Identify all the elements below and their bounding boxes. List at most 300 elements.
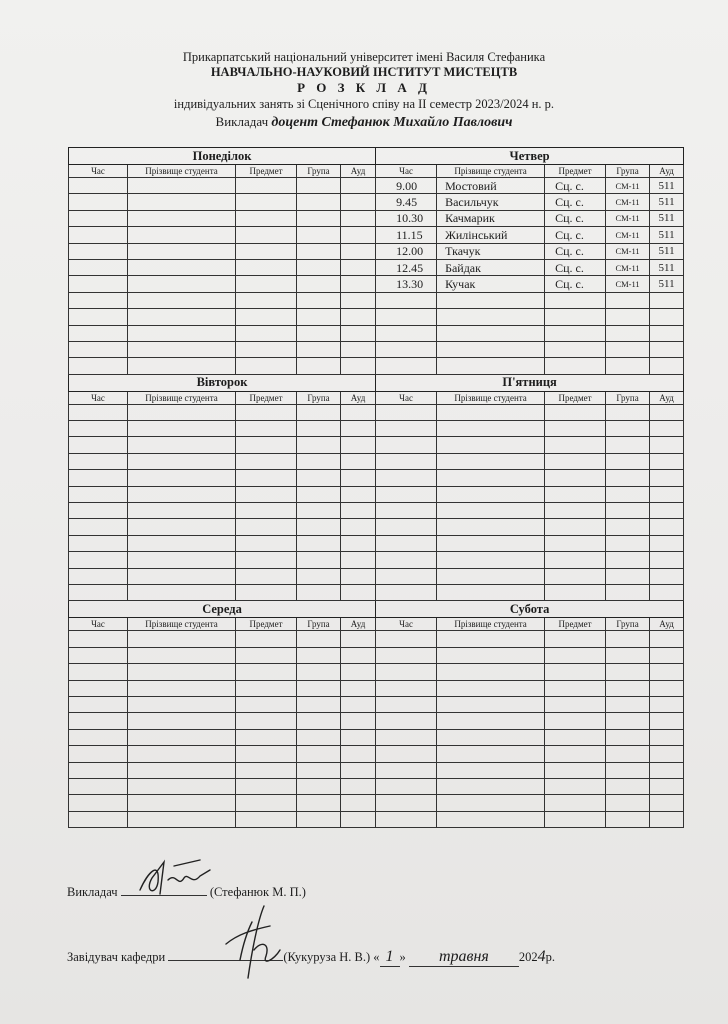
cell-time — [69, 358, 128, 374]
cell-room — [341, 421, 376, 437]
cell-group — [297, 631, 341, 647]
cell-student: Ткачук — [437, 243, 545, 259]
cell-room — [650, 292, 684, 308]
cell-student: Жилінський — [437, 227, 545, 243]
cell-subject: Сц. с. — [545, 178, 606, 194]
cell-group — [606, 437, 650, 453]
cell-time — [69, 309, 128, 325]
cell-time — [376, 552, 437, 568]
cell-room: 511 — [650, 243, 684, 259]
cell-student — [128, 746, 236, 762]
cell-room: 511 — [650, 210, 684, 226]
cell-room — [341, 341, 376, 357]
cell-subject — [236, 486, 297, 502]
cell-subject: Сц. с. — [545, 276, 606, 292]
cell-time — [69, 453, 128, 469]
cell-subject — [545, 584, 606, 600]
cell-student — [437, 584, 545, 600]
cell-room — [341, 194, 376, 210]
cell-room — [650, 811, 684, 827]
cell-subject — [545, 664, 606, 680]
date-year-digit: 4 — [537, 948, 546, 965]
table-row — [69, 811, 684, 827]
cell-room — [341, 795, 376, 811]
cell-student — [128, 680, 236, 696]
cell-group — [606, 309, 650, 325]
cell-room — [650, 535, 684, 551]
cell-time — [376, 811, 437, 827]
cell-student — [437, 568, 545, 584]
table-row — [69, 358, 684, 374]
cell-group — [297, 680, 341, 696]
cell-group — [297, 210, 341, 226]
cell-time — [69, 243, 128, 259]
cell-subject — [236, 404, 297, 420]
cell-student — [437, 519, 545, 535]
cell-student — [128, 568, 236, 584]
cell-subject — [236, 358, 297, 374]
cell-group — [297, 795, 341, 811]
cell-room: 511 — [650, 178, 684, 194]
cell-student — [128, 227, 236, 243]
cell-time — [376, 568, 437, 584]
cell-subject — [545, 404, 606, 420]
column-header: Час — [69, 391, 128, 404]
cell-student — [128, 309, 236, 325]
cell-time — [69, 664, 128, 680]
column-header: Предмет — [545, 618, 606, 631]
cell-time: 12.00 — [376, 243, 437, 259]
cell-group — [297, 309, 341, 325]
cell-subject — [236, 453, 297, 469]
cell-subject — [545, 535, 606, 551]
cell-student — [437, 713, 545, 729]
cell-room — [650, 746, 684, 762]
cell-time — [69, 210, 128, 226]
cell-room: 511 — [650, 227, 684, 243]
signature-head-label: Завідувач кафедри — [67, 950, 166, 964]
column-header: Прізвище студента — [437, 391, 545, 404]
cell-time — [69, 631, 128, 647]
cell-time — [376, 470, 437, 486]
cell-subject: Сц. с. — [545, 243, 606, 259]
cell-group — [297, 486, 341, 502]
cell-time — [69, 795, 128, 811]
column-header: Час — [376, 391, 437, 404]
cell-subject — [545, 568, 606, 584]
signature-teacher-name: (Стефанюк М. П.) — [209, 885, 306, 899]
cell-room — [341, 519, 376, 535]
cell-time — [69, 503, 128, 519]
cell-time — [376, 680, 437, 696]
cell-group — [297, 664, 341, 680]
cell-time — [69, 470, 128, 486]
table-row — [69, 631, 684, 647]
cell-student — [128, 729, 236, 745]
column-header: Прізвище студента — [437, 618, 545, 631]
cell-group — [606, 486, 650, 502]
cell-student — [128, 421, 236, 437]
cell-subject — [545, 486, 606, 502]
date-month: травня — [409, 948, 519, 967]
cell-group — [297, 292, 341, 308]
cell-room — [341, 696, 376, 712]
cell-time: 11.15 — [376, 227, 437, 243]
cell-subject — [545, 470, 606, 486]
cell-student — [128, 519, 236, 535]
column-header: Група — [297, 165, 341, 178]
table-row — [69, 243, 684, 259]
cell-group — [297, 584, 341, 600]
cell-time — [69, 421, 128, 437]
date-suffix: р. — [545, 950, 556, 964]
cell-student — [437, 358, 545, 374]
cell-room — [650, 453, 684, 469]
cell-subject: Сц. с. — [545, 227, 606, 243]
cell-time — [376, 341, 437, 357]
cell-student — [437, 486, 545, 502]
cell-group — [606, 762, 650, 778]
cell-student — [128, 437, 236, 453]
cell-room — [341, 178, 376, 194]
cell-time — [376, 746, 437, 762]
column-header: Група — [606, 165, 650, 178]
cell-student — [128, 778, 236, 794]
column-header: Час — [376, 618, 437, 631]
column-header: Предмет — [236, 618, 297, 631]
cell-room — [341, 746, 376, 762]
cell-time — [376, 358, 437, 374]
table-row — [69, 227, 684, 243]
cell-subject — [545, 552, 606, 568]
cell-time — [376, 421, 437, 437]
cell-group — [606, 421, 650, 437]
cell-room — [341, 292, 376, 308]
table-row — [69, 746, 684, 762]
table-row — [69, 437, 684, 453]
cell-room — [341, 309, 376, 325]
cell-room — [650, 647, 684, 663]
cell-room — [341, 227, 376, 243]
cell-room — [650, 568, 684, 584]
cell-subject — [545, 292, 606, 308]
cell-subject — [236, 713, 297, 729]
cell-room — [341, 259, 376, 275]
table-row — [69, 680, 684, 696]
cell-subject — [236, 647, 297, 663]
cell-room — [341, 358, 376, 374]
cell-time — [376, 631, 437, 647]
cell-subject — [236, 680, 297, 696]
cell-subject — [236, 292, 297, 308]
cell-subject — [236, 552, 297, 568]
cell-group — [297, 811, 341, 827]
cell-subject — [545, 437, 606, 453]
cell-student — [437, 680, 545, 696]
cell-time — [69, 341, 128, 357]
cell-subject — [545, 696, 606, 712]
cell-room — [341, 680, 376, 696]
teacher-name: доцент Стефанюк Михайло Павлович — [271, 115, 513, 130]
table-row — [69, 486, 684, 502]
cell-group — [297, 358, 341, 374]
cell-group — [606, 568, 650, 584]
cell-time — [376, 795, 437, 811]
cell-group — [606, 631, 650, 647]
cell-student: Кучак — [437, 276, 545, 292]
cell-time — [376, 292, 437, 308]
cell-time — [376, 778, 437, 794]
date-day: 1 — [380, 948, 400, 967]
cell-subject — [545, 503, 606, 519]
cell-subject — [236, 519, 297, 535]
teacher-signature-image — [130, 852, 220, 902]
cell-room — [650, 631, 684, 647]
cell-subject — [545, 358, 606, 374]
cell-student — [437, 470, 545, 486]
table-row — [69, 178, 684, 194]
cell-student — [128, 453, 236, 469]
cell-time — [376, 325, 437, 341]
cell-group: СМ-11 — [606, 243, 650, 259]
cell-group — [297, 325, 341, 341]
table-row — [69, 276, 684, 292]
cell-time — [69, 647, 128, 663]
cell-group — [297, 713, 341, 729]
table-row — [69, 762, 684, 778]
cell-time — [69, 746, 128, 762]
cell-group: СМ-11 — [606, 178, 650, 194]
cell-time — [69, 811, 128, 827]
cell-room — [341, 210, 376, 226]
cell-subject — [545, 680, 606, 696]
cell-time — [69, 680, 128, 696]
cell-student — [437, 811, 545, 827]
cell-room — [341, 664, 376, 680]
cell-subject — [236, 178, 297, 194]
cell-subject — [236, 194, 297, 210]
column-header: Час — [69, 618, 128, 631]
document-subtitle: індивідуальних занять зі Сценічного співу на ІІ семестр 2023/2024 н. р. — [173, 97, 555, 111]
cell-room — [341, 503, 376, 519]
cell-group — [297, 194, 341, 210]
cell-time — [376, 309, 437, 325]
cell-room — [650, 664, 684, 680]
cell-group — [606, 404, 650, 420]
cell-room — [650, 762, 684, 778]
cell-student — [437, 647, 545, 663]
cell-subject — [236, 210, 297, 226]
column-header: Група — [297, 391, 341, 404]
cell-time — [69, 437, 128, 453]
cell-subject — [236, 437, 297, 453]
day-header: Понеділок — [69, 148, 376, 165]
cell-room — [650, 696, 684, 712]
university-name: Прикарпатський національний університет імені Василя Стефаника — [182, 50, 546, 64]
cell-time: 9.45 — [376, 194, 437, 210]
cell-room — [341, 568, 376, 584]
cell-student — [128, 503, 236, 519]
day-header: Вівторок — [69, 374, 376, 391]
cell-room — [650, 680, 684, 696]
cell-group — [606, 696, 650, 712]
column-header: Прізвище студента — [437, 165, 545, 178]
document-title: Р О З К Л А Д — [297, 80, 431, 95]
cell-group — [297, 178, 341, 194]
table-row — [69, 568, 684, 584]
column-header: Предмет — [236, 391, 297, 404]
cell-room — [341, 453, 376, 469]
cell-time — [376, 584, 437, 600]
table-row — [69, 421, 684, 437]
cell-student — [128, 664, 236, 680]
cell-student — [128, 535, 236, 551]
cell-room: 511 — [650, 276, 684, 292]
cell-group — [606, 535, 650, 551]
cell-subject — [236, 795, 297, 811]
cell-student — [437, 292, 545, 308]
cell-group — [297, 778, 341, 794]
cell-student — [437, 631, 545, 647]
cell-group — [297, 568, 341, 584]
cell-student — [128, 358, 236, 374]
cell-room — [650, 404, 684, 420]
cell-room — [341, 552, 376, 568]
cell-time — [376, 404, 437, 420]
cell-room — [650, 729, 684, 745]
table-row — [69, 470, 684, 486]
cell-room — [650, 503, 684, 519]
cell-group — [297, 762, 341, 778]
cell-student: Мостовий — [437, 178, 545, 194]
cell-subject — [545, 421, 606, 437]
cell-time — [69, 292, 128, 308]
cell-time — [69, 584, 128, 600]
cell-student — [128, 713, 236, 729]
cell-student — [437, 535, 545, 551]
cell-room — [341, 486, 376, 502]
cell-time — [69, 486, 128, 502]
cell-room — [341, 584, 376, 600]
cell-subject — [545, 778, 606, 794]
cell-group — [297, 227, 341, 243]
cell-room — [650, 309, 684, 325]
table-row — [69, 696, 684, 712]
cell-group: СМ-11 — [606, 210, 650, 226]
cell-time — [69, 713, 128, 729]
cell-group — [606, 341, 650, 357]
cell-student — [128, 292, 236, 308]
cell-subject — [545, 341, 606, 357]
cell-subject — [236, 325, 297, 341]
cell-time — [69, 568, 128, 584]
column-header: Ауд — [341, 165, 376, 178]
table-row — [69, 210, 684, 226]
cell-subject — [236, 664, 297, 680]
cell-subject — [545, 309, 606, 325]
cell-subject — [236, 729, 297, 745]
column-header: Група — [606, 618, 650, 631]
cell-subject — [545, 746, 606, 762]
cell-subject — [236, 568, 297, 584]
column-header: Група — [606, 391, 650, 404]
cell-subject — [545, 519, 606, 535]
column-header: Група — [297, 618, 341, 631]
cell-student — [437, 552, 545, 568]
cell-student — [128, 210, 236, 226]
cell-group — [606, 746, 650, 762]
cell-group — [297, 243, 341, 259]
cell-room: 511 — [650, 194, 684, 210]
cell-room — [650, 341, 684, 357]
cell-time — [376, 437, 437, 453]
cell-student — [437, 664, 545, 680]
cell-student — [128, 631, 236, 647]
day-header: П'ятниця — [376, 374, 684, 391]
table-row — [69, 664, 684, 680]
cell-student: Васильчук — [437, 194, 545, 210]
table-row — [69, 795, 684, 811]
cell-student — [128, 486, 236, 502]
cell-room — [650, 584, 684, 600]
cell-subject — [236, 762, 297, 778]
cell-time — [69, 729, 128, 745]
cell-subject — [236, 470, 297, 486]
cell-room — [341, 647, 376, 663]
date-year-prefix: 202 — [518, 950, 538, 964]
cell-student: Байдак — [437, 259, 545, 275]
cell-room — [650, 421, 684, 437]
column-header: Предмет — [545, 391, 606, 404]
cell-group — [606, 795, 650, 811]
cell-room — [341, 243, 376, 259]
cell-room — [650, 713, 684, 729]
day-header: Середа — [69, 601, 376, 618]
cell-time — [69, 535, 128, 551]
cell-group — [606, 358, 650, 374]
cell-group — [606, 729, 650, 745]
column-header: Ауд — [341, 391, 376, 404]
table-row — [69, 341, 684, 357]
cell-group — [606, 519, 650, 535]
cell-group — [297, 503, 341, 519]
column-header: Час — [376, 165, 437, 178]
table-row — [69, 535, 684, 551]
cell-subject — [545, 647, 606, 663]
cell-time — [376, 762, 437, 778]
cell-subject — [236, 746, 297, 762]
cell-group: СМ-11 — [606, 227, 650, 243]
table-row — [69, 503, 684, 519]
cell-group — [297, 437, 341, 453]
column-header: Час — [69, 165, 128, 178]
date-close-quote: » — [399, 950, 406, 964]
cell-room — [650, 325, 684, 341]
date-open-quote: « — [373, 950, 380, 964]
cell-time — [69, 325, 128, 341]
cell-group — [606, 470, 650, 486]
cell-subject — [545, 325, 606, 341]
cell-student — [128, 404, 236, 420]
cell-room — [650, 486, 684, 502]
cell-subject — [545, 811, 606, 827]
cell-time: 10.30 — [376, 210, 437, 226]
column-header: Прізвище студента — [128, 618, 236, 631]
cell-group — [297, 696, 341, 712]
cell-group — [297, 341, 341, 357]
cell-subject — [236, 309, 297, 325]
cell-subject — [545, 795, 606, 811]
